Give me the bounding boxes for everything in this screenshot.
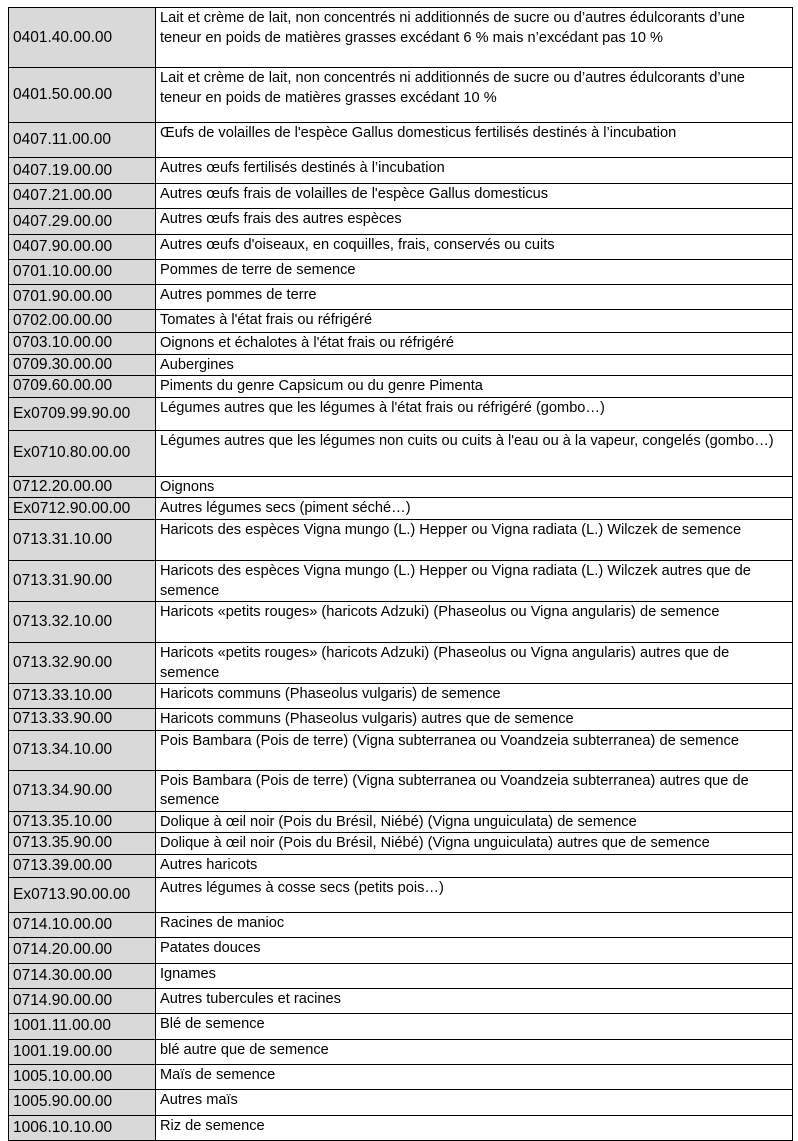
- description-cell: Œufs de volailles de l'espèce Gallus domesticus fertilisés destinés à l’incubation: [156, 123, 793, 158]
- description-cell: Haricots des espèces Vigna mungo (L.) Hepper ou Vigna radiata (L.) Wilczek de semence: [156, 520, 793, 561]
- table-row: [9, 912, 793, 937]
- tariff-code-cell: 1006.10.10.00: [9, 1115, 156, 1140]
- table-row: [9, 1013, 793, 1039]
- table-row: [9, 937, 793, 963]
- description-cell: Pois Bambara (Pois de terre) (Vigna subterranea ou Voandzeia subterranea) de semence: [156, 730, 793, 770]
- tariff-code-cell: 1005.90.00.00: [9, 1089, 156, 1115]
- table-row: [9, 833, 793, 855]
- description-cell: Ignames: [156, 963, 793, 988]
- table-row: [9, 1064, 793, 1089]
- table-row: [9, 643, 793, 684]
- table-row: [9, 602, 793, 643]
- description-cell: blé autre que de semence: [156, 1039, 793, 1064]
- table-row: [9, 988, 793, 1013]
- tariff-code-cell: 0407.11.00.00: [9, 123, 156, 158]
- table-row: [9, 561, 793, 602]
- description-cell: Lait et crème de lait, non concentrés ni additionnés de sucre ou d’autres édulcorants d’une teneur en poids de matières grasses excédant 10 %: [156, 68, 793, 123]
- tariff-code-cell: 1001.19.00.00: [9, 1039, 156, 1064]
- table-row: [9, 877, 793, 912]
- table-row: [9, 476, 793, 498]
- tariff-table-body: [9, 8, 793, 1141]
- tariff-code-cell: 0702.00.00.00: [9, 310, 156, 333]
- tariff-code-cell: 0713.34.10.00: [9, 730, 156, 770]
- table-row: [9, 158, 793, 184]
- table-row: [9, 184, 793, 209]
- description-cell: Pois Bambara (Pois de terre) (Vigna subterranea ou Voandzeia subterranea) autres que de semence: [156, 770, 793, 811]
- tariff-code-cell: 0714.20.00.00: [9, 937, 156, 963]
- description-cell: Autres haricots: [156, 854, 793, 877]
- table-row: [9, 68, 793, 123]
- table-row: [9, 963, 793, 988]
- table-row: [9, 430, 793, 476]
- description-cell: Haricots des espèces Vigna mungo (L.) Hepper ou Vigna radiata (L.) Wilczek autres que de semence: [156, 561, 793, 602]
- tariff-code-cell: 0407.90.00.00: [9, 235, 156, 260]
- description-cell: Maïs de semence: [156, 1064, 793, 1089]
- tariff-code-cell: 0714.10.00.00: [9, 912, 156, 937]
- description-cell: Haricots «petits rouges» (haricots Adzuki) (Phaseolus ou Vigna angularis) autres que de semence: [156, 643, 793, 684]
- description-cell: Lait et crème de lait, non concentrés ni additionnés de sucre ou d’autres édulcorants d’une teneur en poids de matières grasses excédant 6 % mais n’excédant pas 10 %: [156, 8, 793, 68]
- tariff-code-cell: 0714.90.00.00: [9, 988, 156, 1013]
- tariff-code-cell: 1001.11.00.00: [9, 1013, 156, 1039]
- table-row: [9, 209, 793, 235]
- tariff-code-cell: 0701.10.00.00: [9, 260, 156, 285]
- description-cell: Aubergines: [156, 354, 793, 376]
- tariff-code-cell: 0713.35.10.00: [9, 811, 156, 833]
- description-cell: Haricots «petits rouges» (haricots Adzuki) (Phaseolus ou Vigna angularis) de semence: [156, 602, 793, 643]
- description-cell: Autres œufs fertilisés destinés à l’incubation: [156, 158, 793, 184]
- description-cell: Oignons: [156, 476, 793, 498]
- tariff-code-cell: 0714.30.00.00: [9, 963, 156, 988]
- description-cell: Oignons et échalotes à l'état frais ou réfrigéré: [156, 333, 793, 355]
- table-row: [9, 730, 793, 770]
- description-cell: Dolique à œil noir (Pois du Brésil, Niébé) (Vigna unguiculata) autres que de semence: [156, 833, 793, 855]
- description-cell: Légumes autres que les légumes non cuits ou cuits à l'eau ou à la vapeur, congelés (gombo…): [156, 430, 793, 476]
- description-cell: Riz de semence: [156, 1115, 793, 1140]
- description-cell: Racines de manioc: [156, 912, 793, 937]
- tariff-code-cell: 0713.32.10.00: [9, 602, 156, 643]
- table-row: [9, 811, 793, 833]
- table-row: [9, 333, 793, 355]
- description-cell: Autres maïs: [156, 1089, 793, 1115]
- tariff-code-cell: 0709.30.00.00: [9, 354, 156, 376]
- tariff-code-cell: Ex0709.99.90.00: [9, 397, 156, 430]
- tariff-code-cell: 0407.29.00.00: [9, 209, 156, 235]
- tariff-table: [8, 7, 793, 1141]
- table-row: [9, 354, 793, 376]
- description-cell: Patates douces: [156, 937, 793, 963]
- table-row: [9, 709, 793, 731]
- table-row: [9, 854, 793, 877]
- description-cell: Blé de semence: [156, 1013, 793, 1039]
- table-row: [9, 8, 793, 68]
- table-row: [9, 1039, 793, 1064]
- tariff-code-cell: Ex0713.90.00.00: [9, 877, 156, 912]
- description-cell: Haricots communs (Phaseolus vulgaris) autres que de semence: [156, 709, 793, 731]
- description-cell: Tomates à l'état frais ou réfrigéré: [156, 310, 793, 333]
- table-row: [9, 770, 793, 811]
- tariff-code-cell: 0713.33.10.00: [9, 684, 156, 709]
- tariff-code-cell: 0703.10.00.00: [9, 333, 156, 355]
- tariff-code-cell: 0709.60.00.00: [9, 376, 156, 398]
- description-cell: Autres légumes à cosse secs (petits pois…): [156, 877, 793, 912]
- table-row: [9, 498, 793, 520]
- table-row: [9, 1089, 793, 1115]
- table-row: [9, 123, 793, 158]
- tariff-code-cell: 0401.40.00.00: [9, 8, 156, 68]
- table-row: [9, 376, 793, 398]
- description-cell: Autres tubercules et racines: [156, 988, 793, 1013]
- table-row: [9, 520, 793, 561]
- tariff-code-cell: 0713.33.90.00: [9, 709, 156, 731]
- table-row: [9, 260, 793, 285]
- table-row: [9, 684, 793, 709]
- tariff-code-cell: 0407.21.00.00: [9, 184, 156, 209]
- tariff-code-cell: Ex0710.80.00.00: [9, 430, 156, 476]
- description-cell: Autres légumes secs (piment séché…): [156, 498, 793, 520]
- tariff-code-cell: 0713.31.90.00: [9, 561, 156, 602]
- tariff-code-cell: 0701.90.00.00: [9, 285, 156, 310]
- tariff-code-cell: 0401.50.00.00: [9, 68, 156, 123]
- tariff-code-cell: 0712.20.00.00: [9, 476, 156, 498]
- description-cell: Autres œufs d'oiseaux, en coquilles, frais, conservés ou cuits: [156, 235, 793, 260]
- tariff-code-cell: 0713.31.10.00: [9, 520, 156, 561]
- table-row: [9, 397, 793, 430]
- table-row: [9, 285, 793, 310]
- tariff-code-cell: 1005.10.00.00: [9, 1064, 156, 1089]
- description-cell: Haricots communs (Phaseolus vulgaris) de semence: [156, 684, 793, 709]
- table-row: [9, 1115, 793, 1140]
- description-cell: Légumes autres que les légumes à l'état frais ou réfrigéré (gombo…): [156, 397, 793, 430]
- tariff-code-cell: 0713.35.90.00: [9, 833, 156, 855]
- description-cell: Autres œufs frais de volailles de l'espèce Gallus domesticus: [156, 184, 793, 209]
- tariff-code-cell: 0713.34.90.00: [9, 770, 156, 811]
- tariff-code-cell: 0713.32.90.00: [9, 643, 156, 684]
- table-row: [9, 310, 793, 333]
- table-row: [9, 235, 793, 260]
- description-cell: Piments du genre Capsicum ou du genre Pimenta: [156, 376, 793, 398]
- description-cell: Pommes de terre de semence: [156, 260, 793, 285]
- description-cell: Dolique à œil noir (Pois du Brésil, Niébé) (Vigna unguiculata) de semence: [156, 811, 793, 833]
- description-cell: Autres œufs frais des autres espèces: [156, 209, 793, 235]
- tariff-code-cell: Ex0712.90.00.00: [9, 498, 156, 520]
- description-cell: Autres pommes de terre: [156, 285, 793, 310]
- tariff-code-cell: 0407.19.00.00: [9, 158, 156, 184]
- tariff-code-cell: 0713.39.00.00: [9, 854, 156, 877]
